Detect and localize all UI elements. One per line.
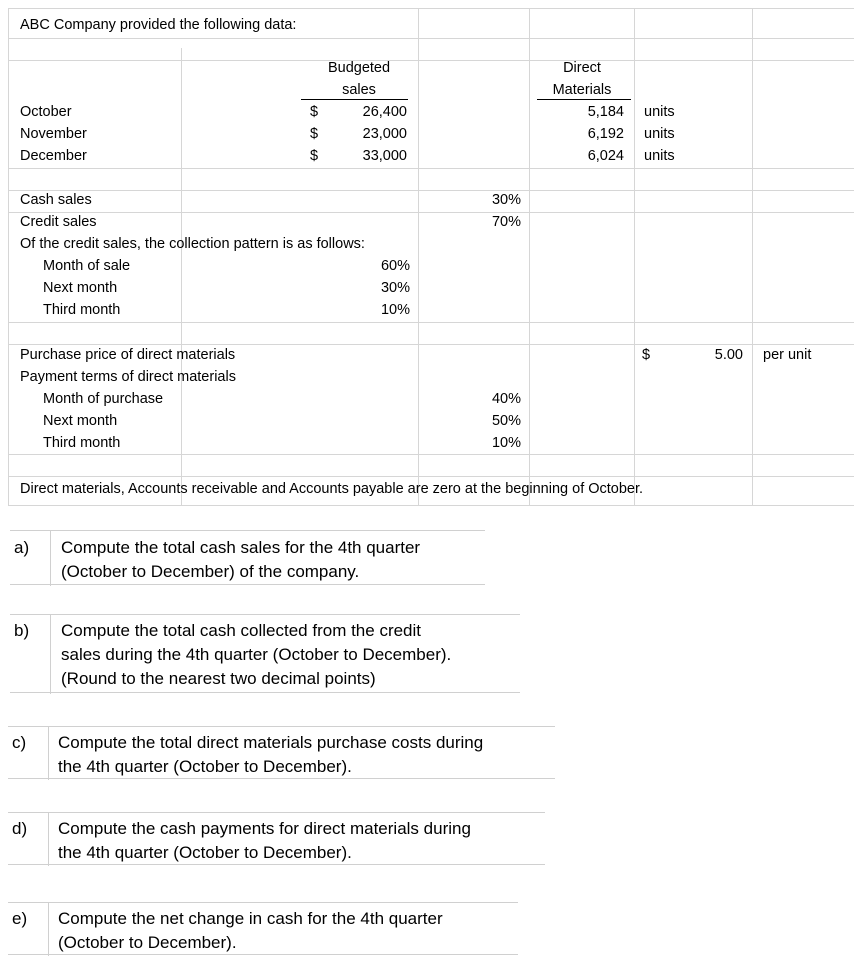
grid-line (10, 530, 485, 531)
question-line: Compute the total cash sales for the 4th quarter (61, 538, 421, 557)
question-line: sales during the 4th quarter (October to December). (61, 645, 452, 664)
collection-label: Month of sale (43, 258, 131, 274)
collection-intro: Of the credit sales, the collection pattern is as follows: (20, 236, 365, 252)
cash-sales-value: 30% (491, 192, 521, 208)
per-unit-label: per unit (763, 347, 812, 363)
question-line: the 4th quarter (October to December). (58, 843, 352, 862)
payment-label: Month of purchase (43, 391, 164, 407)
collection-label: Next month (43, 280, 118, 296)
direct-materials-value: 5,184 (587, 104, 624, 120)
intro-text: ABC Company provided the following data: (20, 17, 297, 33)
dm-header-line2: Materials (552, 82, 612, 98)
grid-line (181, 48, 182, 506)
question-line: the 4th quarter (October to December). (58, 757, 352, 776)
units-label: units (644, 104, 675, 120)
data-sheet (8, 8, 854, 506)
payment-value: 50% (491, 413, 521, 429)
dm-header-line1: Direct (563, 60, 601, 76)
grid-line (10, 692, 520, 693)
grid-line (48, 902, 49, 956)
grid-line (8, 505, 854, 506)
grid-line (8, 726, 555, 727)
grid-line (8, 8, 9, 506)
grid-line (8, 812, 545, 813)
currency-sign: $ (310, 148, 319, 164)
question-line: Compute the net change in cash for the 4th quarter (58, 909, 443, 928)
grid-line (8, 322, 854, 323)
payment-value: 10% (491, 435, 521, 451)
grid-line (8, 344, 854, 345)
budgeted-header-line2: sales (342, 82, 376, 98)
direct-materials-value: 6,024 (587, 148, 624, 164)
grid-line (50, 530, 51, 586)
month-label: October (20, 104, 72, 120)
budgeted-sales-value: 26,400 (362, 104, 407, 120)
collection-value: 30% (380, 280, 410, 296)
credit-sales-label: Credit sales (20, 214, 97, 230)
currency-sign: $ (310, 104, 319, 120)
question-line: (Round to the nearest two decimal points) (61, 669, 376, 688)
units-label: units (644, 126, 675, 142)
grid-line (48, 812, 49, 866)
grid-line (8, 60, 854, 61)
grid-line (8, 902, 518, 903)
question-letter: d) (12, 819, 28, 838)
budgeted-header-underline (301, 99, 408, 100)
question-letter: c) (12, 733, 27, 752)
month-label: December (20, 148, 87, 164)
grid-line (8, 454, 854, 455)
dm-header-underline (537, 99, 631, 100)
question-line: Compute the cash payments for direct materials during (58, 819, 471, 838)
grid-line (10, 614, 520, 615)
question-letter: a) (14, 538, 30, 557)
grid-line (8, 38, 854, 39)
grid-line (752, 8, 753, 506)
question-letter: b) (14, 621, 30, 640)
question-letter: e) (12, 909, 28, 928)
budgeted-sales-value: 33,000 (362, 148, 407, 164)
grid-line (10, 584, 485, 585)
question-line: Compute the total cash collected from the credit (61, 621, 422, 640)
collection-value: 60% (380, 258, 410, 274)
grid-line (8, 476, 854, 477)
payment-label: Third month (43, 435, 121, 451)
footnote: Direct materials, Accounts receivable and Accounts payable are zero at the beginning of October. (20, 481, 644, 497)
question-line: Compute the total direct materials purchase costs during (58, 733, 484, 752)
credit-sales-value: 70% (491, 214, 521, 230)
purchase-price-value: 5.00 (714, 347, 743, 363)
direct-materials-value: 6,192 (587, 126, 624, 142)
collection-value: 10% (380, 302, 410, 318)
grid-line (8, 8, 854, 9)
month-label: November (20, 126, 87, 142)
payment-label: Next month (43, 413, 118, 429)
question-line: (October to December). (58, 933, 237, 952)
question-line: (October to December) of the company. (61, 562, 360, 581)
grid-line (48, 726, 49, 780)
payment-value: 40% (491, 391, 521, 407)
cash-sales-label: Cash sales (20, 192, 92, 208)
grid-line (50, 614, 51, 694)
currency-sign: $ (310, 126, 319, 142)
currency-sign: $ (642, 347, 651, 363)
budgeted-header-line1: Budgeted (327, 60, 391, 76)
grid-line (634, 8, 635, 506)
purchase-price-label: Purchase price of direct materials (20, 347, 236, 363)
grid-line (8, 168, 854, 169)
budgeted-sales-value: 23,000 (362, 126, 407, 142)
payment-terms-label: Payment terms of direct materials (20, 369, 236, 385)
units-label: units (644, 148, 675, 164)
collection-label: Third month (43, 302, 121, 318)
